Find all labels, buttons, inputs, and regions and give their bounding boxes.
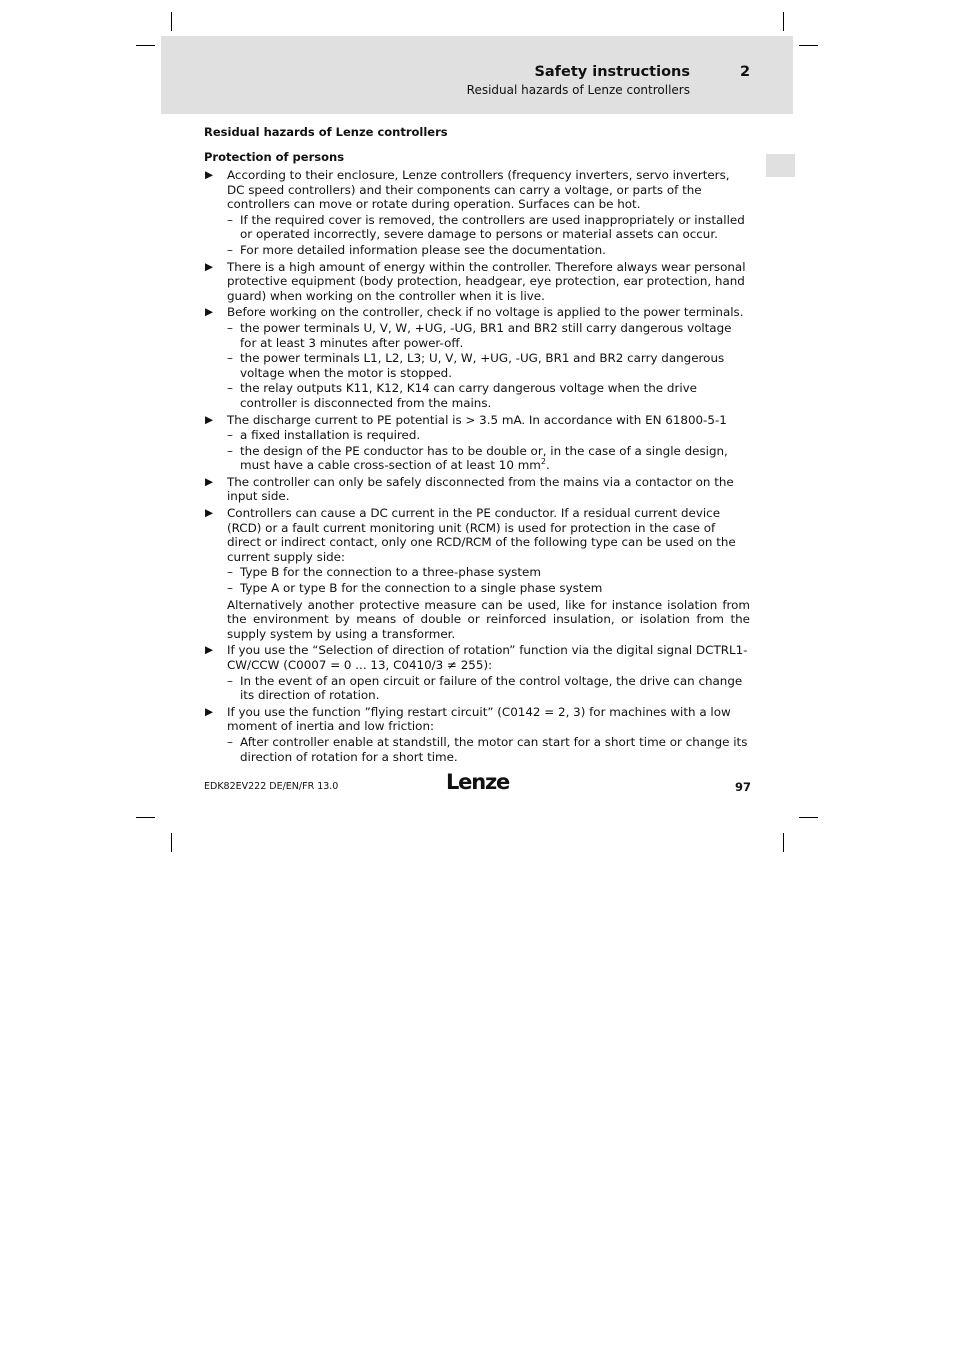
header-band — [161, 36, 793, 114]
list-item — [204, 305, 750, 410]
list-item-text: Controllers can cause a DC current in the PE conductor. If a residual current device (RCD) or a fault current monitoring unit (RCM) is used for protection in the case of direct or indirect contact, only one RCD/RCM of the following type can be used on the current supply side: — [227, 506, 736, 564]
dash-icon: – — [227, 443, 233, 458]
bullet-arrow-icon: ▶ — [205, 260, 214, 273]
sub-item-text: Type A or type B for the connection to a single phase system — [240, 581, 603, 596]
sub-item-text: For more detailed information please see the documentation. — [240, 242, 606, 257]
dash-icon: – — [227, 565, 233, 580]
list-item-text: Before working on the controller, check if no voltage is applied to the power terminals. — [227, 305, 744, 320]
list-item-text: The controller can only be safely disconnected from the mains via a contactor on the input side. — [227, 474, 734, 504]
crop-mark — [799, 45, 818, 46]
dash-icon: – — [227, 320, 233, 335]
list-item-text: If you use the function ”flying restart circuit” (C0142 = 2, 3) for machines with a low moment of inertia and low friction: — [227, 704, 731, 734]
chapter-title: Safety instructions — [534, 64, 690, 80]
list-item — [204, 506, 750, 641]
sub-item-text: the relay outputs K11, K12, K14 can carry dangerous voltage when the drive controller is disconnected from the mains. — [240, 381, 697, 410]
chapter-number: 2 — [740, 64, 751, 80]
dash-icon: – — [227, 734, 233, 749]
punctuation: . — [545, 458, 550, 473]
dash-icon: – — [227, 212, 233, 227]
dash-icon: – — [227, 242, 233, 257]
list-item — [204, 475, 750, 504]
sub-item — [227, 213, 750, 242]
section-heading: Residual hazards of Lenze controllers — [204, 125, 448, 139]
list-item-text: The discharge current to PE potential is > 3.5 mA. In accordance with EN 61800-5-1 — [227, 412, 727, 427]
sub-item-text: Type B for the connection to a three-phase system — [240, 565, 541, 580]
bullet-arrow-icon: ▶ — [205, 705, 214, 718]
sub-item — [227, 381, 750, 410]
sub-item-text: the design of the PE conductor has to be double or, in the case of a single design, must have a cable cross-section of at least 10 mm — [240, 443, 728, 473]
sub-item-text: If the required cover is removed, the controllers are used inappropriately or installed or operated incorrectly, severe damage to persons or material assets can occur. — [240, 212, 745, 242]
bullet-arrow-icon: ▶ — [205, 644, 214, 657]
crop-mark — [136, 817, 155, 818]
list-item-text: According to their enclosure, Lenze controllers (frequency inverters, servo inverters, DC speed controllers) and their components can carry a voltage, or parts of the controllers can move or rotate during operation. Surfaces can be hot. — [227, 168, 730, 212]
sub-item — [227, 243, 750, 258]
dash-icon: – — [227, 673, 233, 688]
sub-item — [227, 565, 750, 580]
superscript: 2 — [540, 457, 546, 467]
bullet-arrow-icon: ▶ — [205, 475, 214, 488]
bullet-arrow-icon: ▶ — [205, 413, 214, 426]
list-item — [204, 413, 750, 473]
sub-item-text: a fixed installation is required. — [240, 428, 421, 443]
bullet-arrow-icon: ▶ — [205, 169, 214, 181]
list-item — [204, 643, 750, 702]
sub-item — [227, 674, 750, 703]
list-item — [204, 168, 750, 258]
chapter-tab-marker — [766, 154, 795, 177]
page-number: 97 — [735, 780, 752, 794]
subsection-heading: Protection of persons — [204, 150, 345, 164]
list-item-note: Alternatively another protective measure can be used, like for instance isolation from the environment by means of double or reinforced insulation, or isolation from the supply system by using a transformer. — [227, 597, 750, 641]
dash-icon: – — [227, 581, 233, 596]
bullet-arrow-icon: ▶ — [205, 306, 214, 319]
crop-mark — [783, 833, 784, 852]
hazard-list — [204, 168, 750, 766]
sub-item — [227, 735, 750, 764]
sub-item — [227, 351, 750, 380]
sub-item — [227, 581, 750, 596]
crop-mark — [783, 12, 784, 31]
sub-item — [227, 428, 750, 443]
crop-mark — [171, 833, 172, 852]
crop-mark — [136, 45, 155, 46]
footer-doc-id: EDK82EV222 DE/EN/FR 13.0 — [204, 781, 339, 792]
dash-icon: – — [227, 351, 233, 366]
crop-mark — [799, 817, 818, 818]
list-item — [204, 705, 750, 764]
sub-item — [227, 321, 750, 350]
sub-item — [227, 444, 750, 473]
list-item-text: There is a high amount of energy within the controller. Therefore always wear personal protective equipment (body protection, headgear, eye protection, ear protection, hand guard) when working on the controller when it is live. — [227, 259, 746, 303]
list-item — [204, 260, 750, 304]
bullet-arrow-icon: ▶ — [205, 507, 214, 520]
sub-item-text: the power terminals L1, L2, L3; U, V, W, +UG, -UG, BR1 and BR2 carry dangerous voltage when the motor is stopped. — [240, 351, 725, 380]
sub-item-text: In the event of an open circuit or failure of the control voltage, the drive can change its direction of rotation. — [240, 673, 743, 703]
dash-icon: – — [227, 381, 233, 396]
chapter-subtitle: Residual hazards of Lenze controllers — [466, 83, 690, 97]
dash-icon: – — [227, 428, 233, 443]
sub-item-text: After controller enable at standstill, the motor can start for a short time or change its direction of rotation for a short time. — [240, 734, 748, 764]
sub-item-text: the power terminals U, V, W, +UG, -UG, BR1 and BR2 still carry dangerous voltage for at least 3 minutes after power-off. — [240, 320, 732, 350]
list-item-text: If you use the “Selection of direction of rotation” function via the digital signal DCTRL1-CW/CCW (C0007 = 0 ... 13, C0410/3 ≠ 255): — [227, 643, 748, 672]
crop-mark — [171, 12, 172, 31]
lenze-logo: Lenze — [446, 770, 510, 794]
